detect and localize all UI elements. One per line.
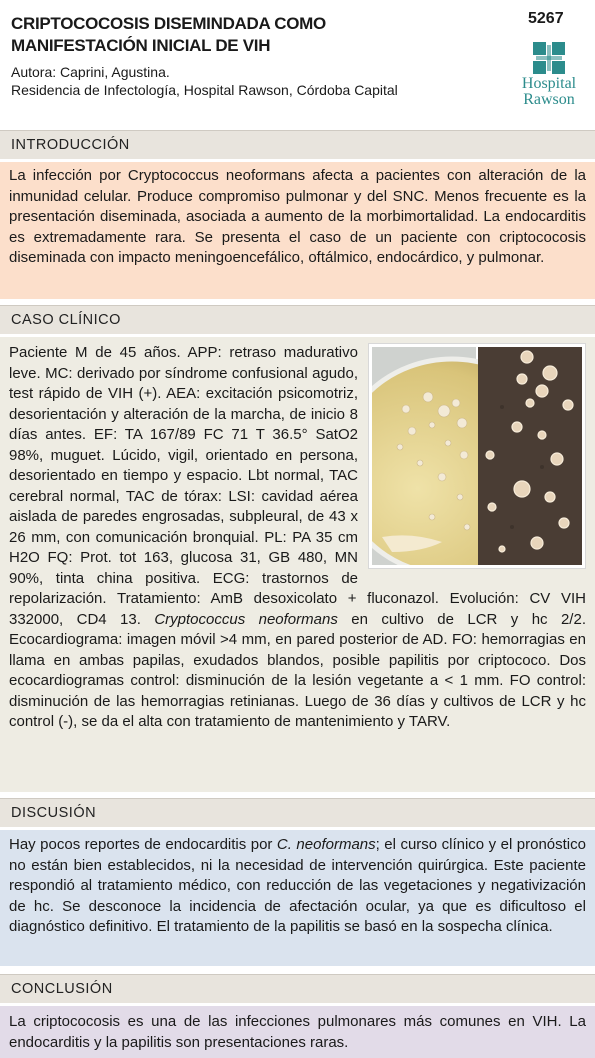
- hospital-cross-logo-icon: [533, 42, 565, 74]
- author-block: [11, 63, 398, 99]
- conclusion-heading: CONCLUSIÓN: [0, 974, 595, 1003]
- caso-text-italic: Cryptococcus neoformans: [154, 610, 338, 628]
- intro-heading: INTRODUCCIÓN: [0, 130, 595, 159]
- cryptococcus-culture-image: [372, 347, 582, 565]
- title-line-2: MANIFESTACIÓN INICIAL DE VIH: [11, 36, 271, 55]
- conclusion-text: La criptococosis es una de las infecciones pulmonares más comunes en VIH. La endocarditis y la papilitis son presentaciones raras.: [9, 1013, 586, 1051]
- intro-text: La infección por Cryptococcus neoformans afecta a pacientes con alteración de la inmunidad celular. Produce compromiso pulmonar y del SNC. Menos frecuente es la presentación diseminada, asociada a aumento de la morbimortalidad. La endocarditis es extremadamente rara. Se presenta el caso de un paciente con criptococosis diseminada con impacto meningoencefálico, oftálmico, endocárdico, y pulmonar.: [9, 167, 586, 266]
- title-line-1: CRIPTOCOCOSIS DISEMINDADA COMO: [11, 14, 326, 33]
- author-line: Autora: Caprini, Agustina.: [11, 64, 170, 80]
- discusion-text-part2: ; el curso clínico y el pronóstico no están bien establecidos, ni la necesidad de intervención quirúrgica. Este paciente respondió al tratamiento médico, con reducción de las vegetaciones y negativización de hc. Se desconoce la incidencia de afectación ocular, ya que es dificultoso el diagnóstico definitivo. El tratamiento de la papilitis se basó en la sospecha clínica.: [9, 836, 586, 935]
- discusion-section: [0, 830, 595, 966]
- logo-line-1: Hospital: [521, 75, 577, 92]
- hospital-logo: [513, 42, 585, 112]
- intro-section: [0, 162, 595, 299]
- poster-code: 5267: [528, 10, 564, 27]
- hospital-logo-text: [513, 76, 585, 108]
- discusion-text-part1: Hay pocos reportes de endocarditis por: [9, 836, 277, 853]
- discusion-heading: DISCUSIÓN: [0, 798, 595, 827]
- caso-section: [0, 337, 595, 792]
- caso-heading: CASO CLÍNICO: [0, 305, 595, 334]
- discusion-text: [9, 835, 586, 938]
- caso-text-part1: Paciente M de 45 años. APP: retraso madurativo leve. MC: derivado por síndrome confusional agudo, test rápido de VIH (+). AEA: excitación psicomotriz, desorientación y alteración de la marcha, de inicio 8 días antes. EF: TA 167/89 FC 71 T 36.5° SatO2 98%, muguet. Lúcido, vigil, orientado en persona, desorientado en tiempo y espacio. Lbt normal, TAC cerebral normal, TAC de tórax: LSI: cavidad aérea aislada de paredes engrosadas, subpleural, de 43 x 26 mm, con comunicación bronquial. PL: PA 35 cm H2O FQ: Prot. tot 163, glucosa 31, GB 480, MN 90%, tinta china positiva. ECG: trastornos de repolarización. Tratamiento: AmB desoxicolato + fluconazol. Evolución: CV VIH 332000, CD4 13.: [9, 344, 586, 628]
- caso-text-part2: en cultivo de LCR y hc 2/2. Ecocardiograma: imagen móvil >4 mm, en pared posterior de AD. FO: hemorragias en llama en ambas papilas, exudados blandos, posible papilitis por criptococo. Dos ecocardiogramas control: disminución de la lesión vegetante a < 1 mm. FO control: disminución de las hemorragias retinianas. Luego de 36 días y cultivos de LCR y hc control (-), se da el alta con tratamiento de mantenimiento y TARV.: [9, 610, 586, 730]
- affiliation-line: Residencia de Infectología, Hospital Rawson, Córdoba Capital: [11, 82, 398, 98]
- culture-photo: [368, 343, 586, 569]
- poster-title: [11, 13, 481, 57]
- conclusion-section: [0, 1006, 595, 1058]
- discusion-text-italic: C. neoformans: [276, 836, 376, 853]
- poster-header: [0, 0, 595, 122]
- logo-line-2: Rawson: [523, 91, 575, 108]
